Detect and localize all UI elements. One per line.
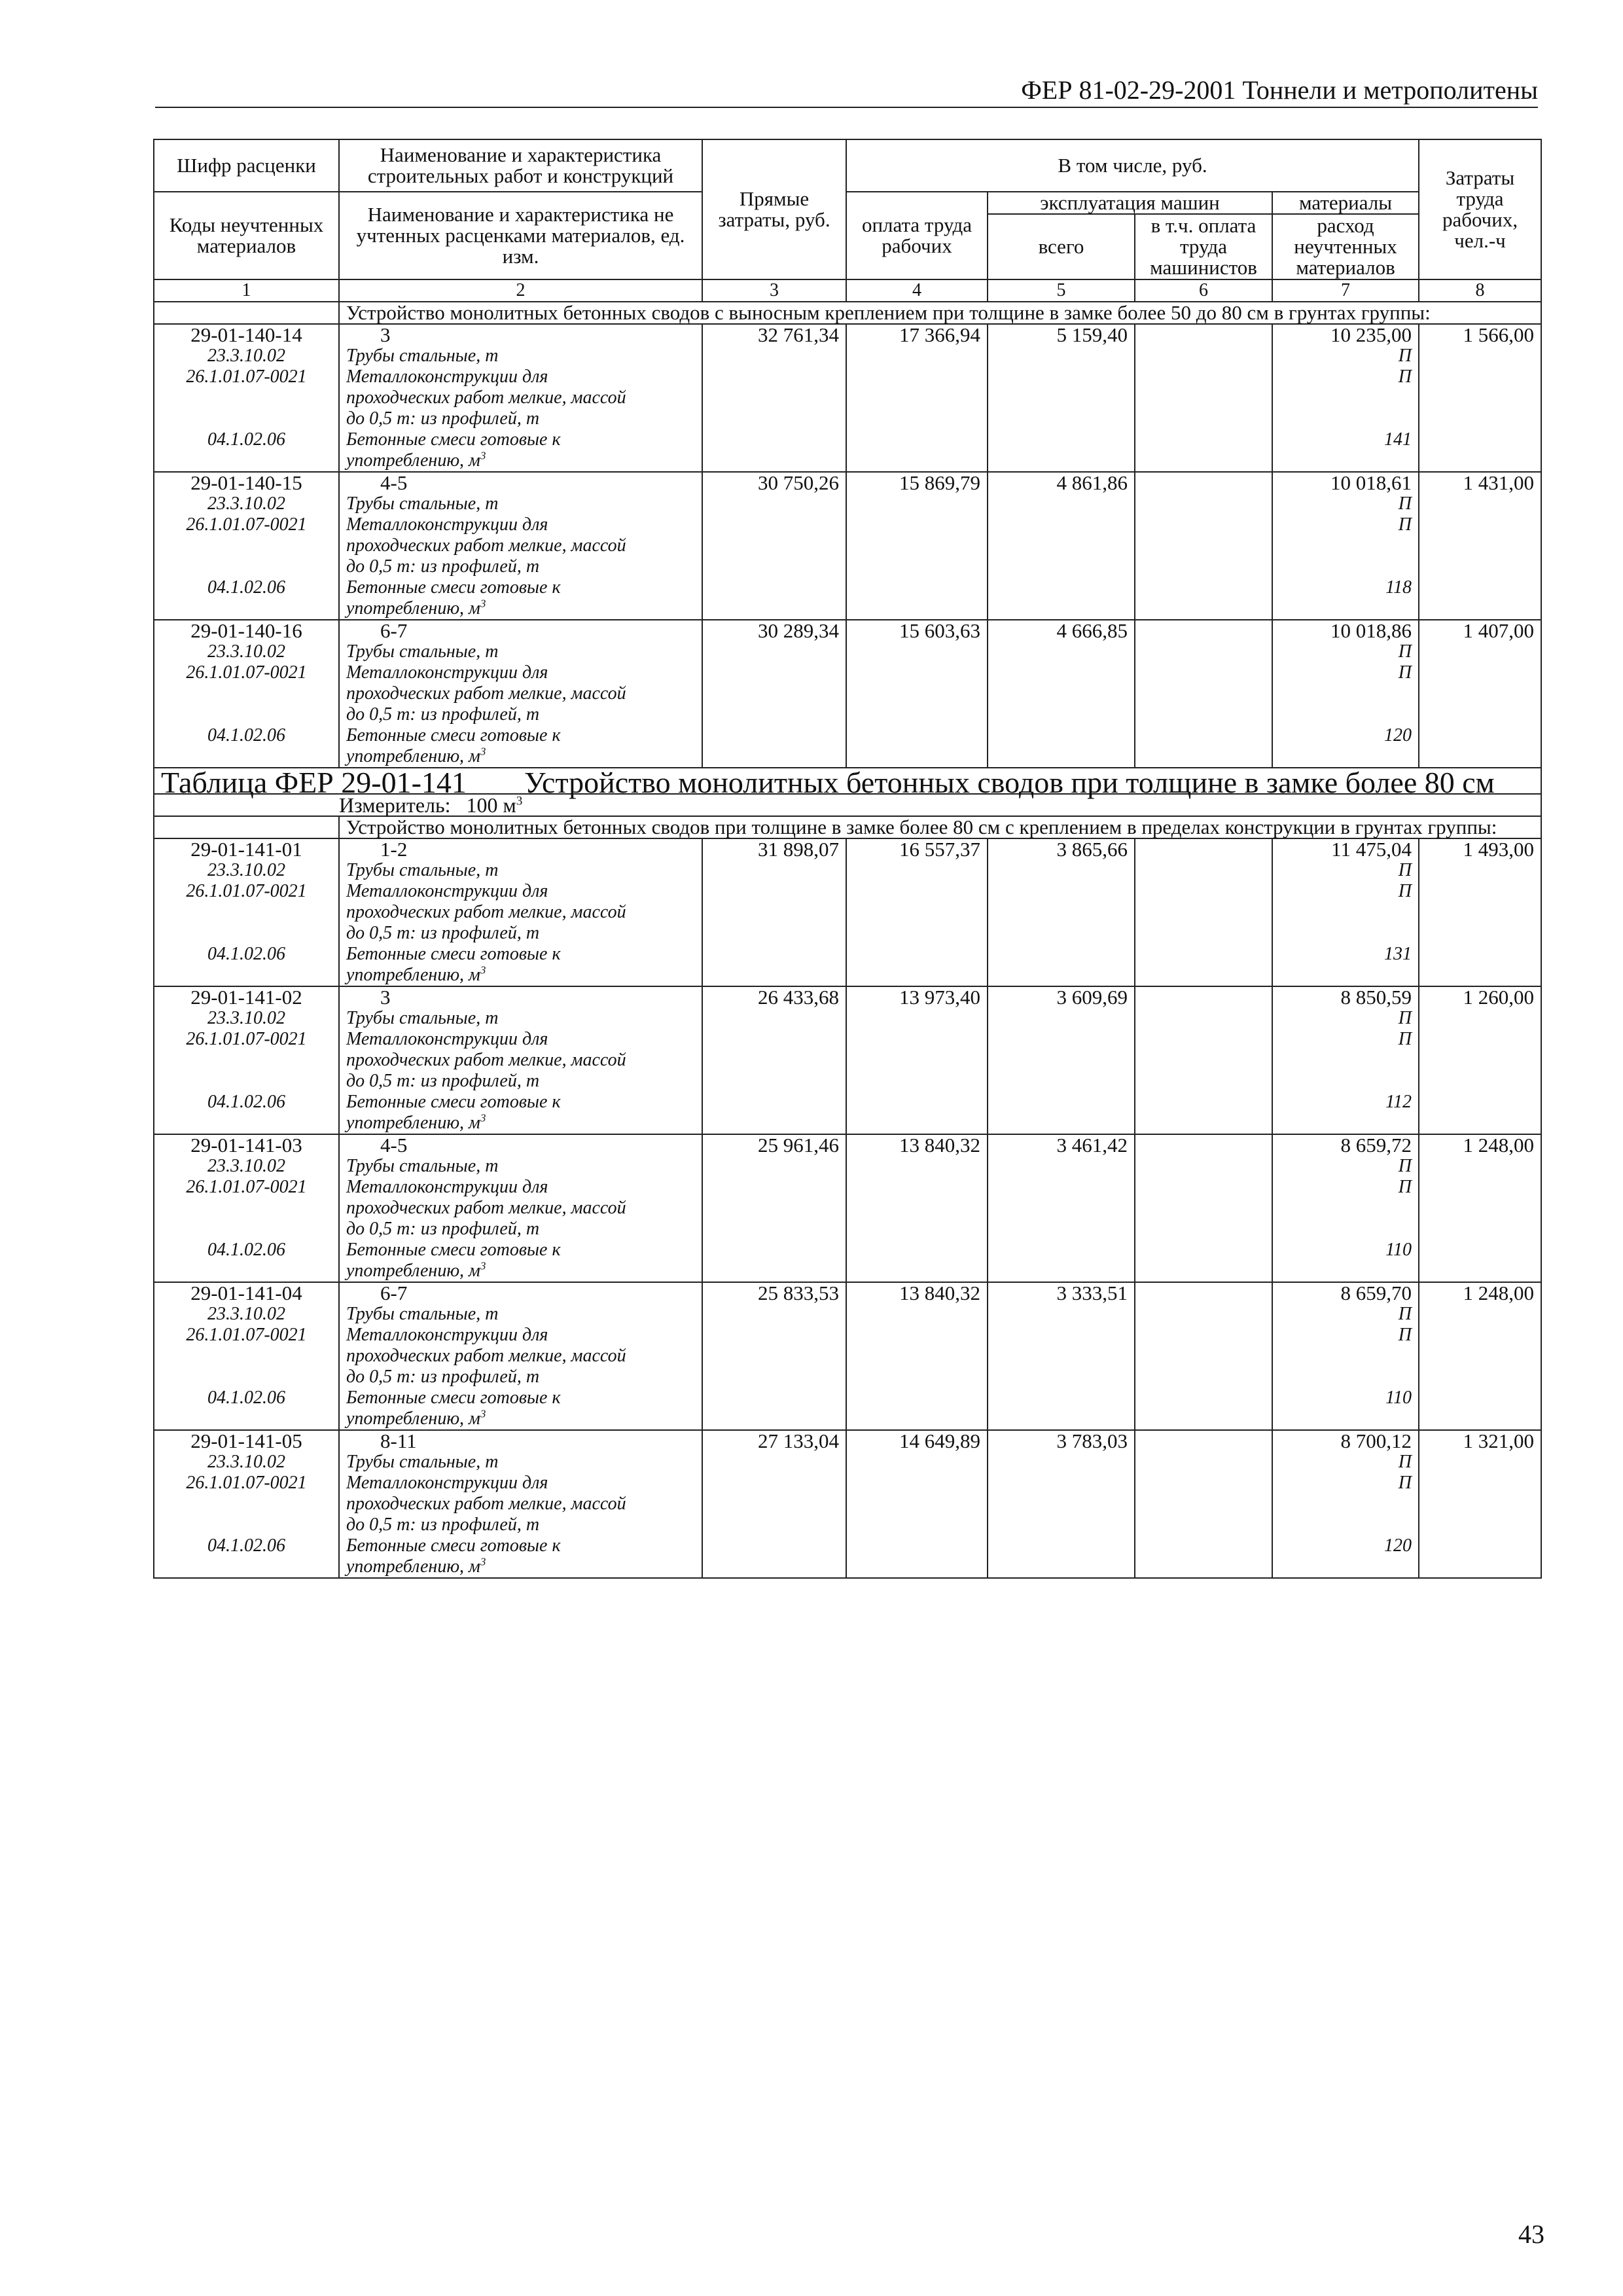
material-name: проходческих работ мелкие, массой bbox=[346, 1346, 626, 1366]
material-code: 23.3.10.02 bbox=[207, 1304, 285, 1324]
spacer bbox=[1279, 1515, 1412, 1535]
spacer bbox=[1279, 683, 1412, 704]
material-code: 04.1.02.06 bbox=[207, 1388, 285, 1408]
direct-cost: 30 289,34 bbox=[702, 620, 846, 768]
material-name: до 0,5 т: из профилей, т bbox=[346, 408, 540, 429]
col-mat-names-header: Наименование и характеристика не учтенных расценками материалов, ед. изм. bbox=[339, 192, 702, 279]
material-qty: П bbox=[1398, 367, 1412, 387]
material-code: 04.1.02.06 bbox=[207, 725, 285, 745]
material-name: проходческих работ мелкие, массой bbox=[346, 1050, 626, 1070]
material-name: Металлоконструкции для bbox=[346, 1029, 548, 1049]
material-name: Металлоконструкции для bbox=[346, 881, 548, 901]
machine-cost: 4 861,86 bbox=[988, 472, 1135, 620]
rate-code: 29-01-140-16 bbox=[190, 619, 302, 642]
spacer bbox=[1279, 387, 1412, 408]
spacer bbox=[161, 704, 332, 725]
col-mat-codes-header: Коды неучтенных материалов bbox=[154, 192, 339, 279]
material-code: 26.1.01.07-0021 bbox=[186, 1325, 307, 1345]
materials-header: материалы bbox=[1272, 192, 1419, 214]
spacer bbox=[161, 1515, 332, 1535]
material-name: Бетонные смеси готовые к bbox=[346, 1535, 561, 1556]
material-name: употреблению, $м^3$ bbox=[346, 449, 486, 471]
labor-cost: 15 603,63 bbox=[846, 620, 988, 768]
table-title-body bbox=[154, 768, 1541, 816]
name-cell bbox=[339, 472, 702, 620]
materials-cost: 10 018,61 bbox=[1330, 471, 1412, 494]
code-cell bbox=[154, 1282, 339, 1430]
material-code: 23.3.10.02 bbox=[207, 641, 285, 662]
material-qty: 112 bbox=[1385, 1092, 1412, 1112]
material-code: 26.1.01.07-0021 bbox=[186, 1029, 307, 1049]
labor-hours: 1 431,00 bbox=[1419, 472, 1541, 620]
name-cell bbox=[339, 324, 702, 472]
col-number: 8 bbox=[1419, 279, 1541, 302]
material-name: Бетонные смеси готовые к bbox=[346, 1388, 561, 1408]
incl-header: В том числе, руб. bbox=[846, 139, 1419, 192]
spacer bbox=[161, 1219, 332, 1240]
materials-cell bbox=[1272, 1282, 1419, 1430]
spacer bbox=[1279, 1071, 1412, 1092]
material-name: употреблению, $м^3$ bbox=[346, 963, 486, 985]
col-direct-header: Прямые затраты, руб. bbox=[702, 139, 846, 279]
material-qty: П bbox=[1398, 1029, 1412, 1049]
table-row bbox=[154, 1134, 1541, 1282]
code-cell bbox=[154, 986, 339, 1134]
name-cell bbox=[339, 1282, 702, 1430]
materials-cost: 8 700,12 bbox=[1340, 1429, 1412, 1452]
machine-cost: 3 333,51 bbox=[988, 1282, 1135, 1430]
col-labor-header: оплата труда рабочих bbox=[846, 192, 988, 279]
price-table bbox=[153, 139, 1542, 1579]
code-cell bbox=[154, 1134, 339, 1282]
col-operators-header: в т.ч. оплата труда машинистов bbox=[1135, 214, 1272, 279]
labor-cost: 13 840,32 bbox=[846, 1134, 988, 1282]
material-code: 04.1.02.06 bbox=[207, 944, 285, 964]
material-code: 04.1.02.06 bbox=[207, 1535, 285, 1556]
material-name: Трубы стальные, т bbox=[346, 346, 499, 366]
material-qty: П bbox=[1398, 1156, 1412, 1176]
rate-code: 29-01-140-14 bbox=[190, 323, 302, 346]
spacer bbox=[161, 1050, 332, 1071]
machine-cost: 5 159,40 bbox=[988, 324, 1135, 472]
material-name: Металлоконструкции для bbox=[346, 1473, 548, 1493]
material-name: до 0,5 т: из профилей, т bbox=[346, 556, 540, 577]
material-code: 26.1.01.07-0021 bbox=[186, 514, 307, 535]
operator-cost bbox=[1135, 620, 1272, 768]
material-qty: П bbox=[1398, 662, 1412, 683]
table-row bbox=[154, 986, 1541, 1134]
rate-code: 29-01-141-02 bbox=[190, 986, 302, 1009]
material-name: Трубы стальные, т bbox=[346, 641, 499, 662]
spacer bbox=[1279, 1198, 1412, 1219]
table-id: Таблица ФЕР 29-01-141 bbox=[161, 766, 467, 799]
meter-value: 100 м bbox=[466, 793, 516, 817]
material-code: 23.3.10.02 bbox=[207, 1008, 285, 1028]
col-name-header: Наименование и характеристика строительных работ и конструкций bbox=[339, 139, 702, 192]
col-code-header: Шифр расценки bbox=[154, 139, 339, 192]
col-materials-header: расход неучтенных материалов bbox=[1272, 214, 1419, 279]
spacer bbox=[1279, 1050, 1412, 1071]
material-name: проходческих работ мелкие, массой bbox=[346, 1198, 626, 1218]
operator-cost bbox=[1135, 472, 1272, 620]
spacer bbox=[161, 408, 332, 429]
machine-cost: 3 461,42 bbox=[988, 1134, 1135, 1282]
page-number: 43 bbox=[1518, 2219, 1544, 2249]
direct-cost: 30 750,26 bbox=[702, 472, 846, 620]
material-name: проходческих работ мелкие, массой bbox=[346, 535, 626, 556]
material-qty: 120 bbox=[1384, 725, 1412, 745]
material-code: 26.1.01.07-0021 bbox=[186, 367, 307, 387]
labor-hours: 1 248,00 bbox=[1419, 1134, 1541, 1282]
material-name: Трубы стальные, т bbox=[346, 1304, 499, 1324]
labor-hours: 1 248,00 bbox=[1419, 1282, 1541, 1430]
material-qty: П bbox=[1398, 1452, 1412, 1472]
material-code: 23.3.10.02 bbox=[207, 493, 285, 514]
soil-group: 4-5 bbox=[380, 471, 408, 494]
machine-cost: 3 783,03 bbox=[988, 1430, 1135, 1578]
material-qty: П bbox=[1398, 881, 1412, 901]
operator-cost bbox=[1135, 838, 1272, 986]
spacer bbox=[161, 1198, 332, 1219]
material-qty: П bbox=[1398, 1008, 1412, 1028]
material-name: Металлоконструкции для bbox=[346, 1325, 548, 1345]
material-name: проходческих работ мелкие, массой bbox=[346, 902, 626, 922]
rate-code: 29-01-141-05 bbox=[190, 1429, 302, 1452]
material-name: Бетонные смеси готовые к bbox=[346, 1240, 561, 1260]
table-title bbox=[154, 766, 1541, 799]
spacer bbox=[161, 535, 332, 556]
meter-label: Измеритель: bbox=[339, 793, 451, 817]
spacer bbox=[161, 923, 332, 944]
direct-cost: 27 133,04 bbox=[702, 1430, 846, 1578]
labor-cost: 14 649,89 bbox=[846, 1430, 988, 1578]
operator-cost bbox=[1135, 324, 1272, 472]
labor-hours: 1 260,00 bbox=[1419, 986, 1541, 1134]
code-cell bbox=[154, 324, 339, 472]
machine-cost: 3 609,69 bbox=[988, 986, 1135, 1134]
material-name: Металлоконструкции для bbox=[346, 367, 548, 387]
materials-cell bbox=[1272, 986, 1419, 1134]
table-row bbox=[154, 620, 1541, 768]
col-number: 6 bbox=[1135, 279, 1272, 302]
spacer bbox=[161, 683, 332, 704]
col-number: 4 bbox=[846, 279, 988, 302]
materials-cost: 10 018,86 bbox=[1330, 619, 1412, 642]
material-qty: 110 bbox=[1385, 1240, 1412, 1260]
col-hours-header: Затраты труда рабочих, чел.-ч bbox=[1419, 139, 1541, 279]
operator-cost bbox=[1135, 1282, 1272, 1430]
section-heading: Устройство монолитных бетонных сводов при толщине в замке более 80 см с креплением в пределах конструкции в грунтах группы: bbox=[339, 816, 1541, 838]
spacer bbox=[1279, 408, 1412, 429]
material-code: 23.3.10.02 bbox=[207, 860, 285, 880]
direct-cost: 32 761,34 bbox=[702, 324, 846, 472]
material-name: употреблению, $м^3$ bbox=[346, 597, 486, 619]
running-header: ФЕР 81-02-29-2001 Тоннели и метрополитены bbox=[155, 77, 1538, 108]
section-heading: Устройство монолитных бетонных сводов с выносным креплением при толщине в замке более 50 до 80 см в грунтах группы: bbox=[339, 302, 1541, 324]
materials-cell bbox=[1272, 472, 1419, 620]
direct-cost: 31 898,07 bbox=[702, 838, 846, 986]
spacer bbox=[1279, 704, 1412, 725]
name-cell bbox=[339, 986, 702, 1134]
spacer bbox=[161, 1494, 332, 1515]
material-code: 04.1.02.06 bbox=[207, 577, 285, 598]
soil-group: 3 bbox=[380, 323, 391, 346]
labor-cost: 16 557,37 bbox=[846, 838, 988, 986]
material-name: до 0,5 т: из профилей, т bbox=[346, 923, 540, 943]
col-number: 3 bbox=[702, 279, 846, 302]
name-cell bbox=[339, 1430, 702, 1578]
spacer bbox=[161, 556, 332, 577]
col-number: 5 bbox=[988, 279, 1135, 302]
spacer bbox=[1279, 1367, 1412, 1388]
spacer bbox=[1279, 902, 1412, 923]
material-name: Металлоконструкции для bbox=[346, 514, 548, 535]
machine-cost: 4 666,85 bbox=[988, 620, 1135, 768]
material-qty: П bbox=[1398, 346, 1412, 366]
spacer bbox=[1279, 923, 1412, 944]
labor-hours: 1 321,00 bbox=[1419, 1430, 1541, 1578]
material-name: до 0,5 т: из профилей, т bbox=[346, 1219, 540, 1239]
material-name: Бетонные смеси готовые к bbox=[346, 725, 561, 745]
soil-group: 4-5 bbox=[380, 1134, 408, 1157]
material-name: до 0,5 т: из профилей, т bbox=[346, 1515, 540, 1535]
material-qty: 131 bbox=[1384, 944, 1412, 964]
material-name: употреблению, $м^3$ bbox=[346, 1407, 486, 1429]
material-qty: П bbox=[1398, 860, 1412, 880]
labor-cost: 13 973,40 bbox=[846, 986, 988, 1134]
spacer bbox=[1279, 1219, 1412, 1240]
operator-cost bbox=[1135, 986, 1272, 1134]
materials-cost: 11 475,04 bbox=[1331, 838, 1412, 861]
spacer bbox=[161, 1346, 332, 1367]
name-cell bbox=[339, 620, 702, 768]
material-code: 23.3.10.02 bbox=[207, 1156, 285, 1176]
labor-hours: 1 566,00 bbox=[1419, 324, 1541, 472]
table-row bbox=[154, 1430, 1541, 1578]
labor-cost: 13 840,32 bbox=[846, 1282, 988, 1430]
spacer bbox=[161, 1367, 332, 1388]
material-name: употреблению, $м^3$ bbox=[346, 1555, 486, 1577]
labor-cost: 17 366,94 bbox=[846, 324, 988, 472]
material-code: 04.1.02.06 bbox=[207, 429, 285, 450]
material-name: до 0,5 т: из профилей, т bbox=[346, 1071, 540, 1091]
material-code: 26.1.01.07-0021 bbox=[186, 1177, 307, 1197]
table-title-text: Устройство монолитных бетонных сводов при толщине в замке более 80 см bbox=[524, 766, 1495, 799]
material-code: 26.1.01.07-0021 bbox=[186, 662, 307, 683]
operator-cost bbox=[1135, 1430, 1272, 1578]
spacer bbox=[1279, 535, 1412, 556]
soil-group: 6-7 bbox=[380, 1282, 408, 1304]
table-row bbox=[154, 1282, 1541, 1430]
labor-hours: 1 407,00 bbox=[1419, 620, 1541, 768]
material-name: до 0,5 т: из профилей, т bbox=[346, 1367, 540, 1387]
materials-cell bbox=[1272, 1430, 1419, 1578]
material-name: Бетонные смеси готовые к bbox=[346, 577, 561, 598]
material-name: Бетонные смеси готовые к bbox=[346, 429, 561, 450]
material-qty: 110 bbox=[1385, 1388, 1412, 1408]
soil-group: 8-11 bbox=[380, 1429, 417, 1452]
direct-cost: 25 833,53 bbox=[702, 1282, 846, 1430]
material-code: 04.1.02.06 bbox=[207, 1240, 285, 1260]
material-name: проходческих работ мелкие, массой bbox=[346, 1494, 626, 1514]
table-row bbox=[154, 838, 1541, 986]
spacer bbox=[1279, 1494, 1412, 1515]
materials-cost: 8 659,70 bbox=[1340, 1282, 1412, 1304]
material-name: Трубы стальные, т bbox=[346, 860, 499, 880]
col-number: 7 bbox=[1272, 279, 1419, 302]
machine-cost: 3 865,66 bbox=[988, 838, 1135, 986]
code-cell bbox=[154, 1430, 339, 1578]
material-code: 04.1.02.06 bbox=[207, 1092, 285, 1112]
material-qty: П bbox=[1398, 1473, 1412, 1493]
material-code: 23.3.10.02 bbox=[207, 1452, 285, 1472]
material-qty: П bbox=[1398, 514, 1412, 535]
table-row bbox=[154, 472, 1541, 620]
soil-group: 3 bbox=[380, 986, 391, 1009]
material-name: Бетонные смеси готовые к bbox=[346, 944, 561, 964]
materials-cost: 8 850,59 bbox=[1340, 986, 1412, 1009]
material-code: 26.1.01.07-0021 bbox=[186, 881, 307, 901]
material-qty: П bbox=[1398, 493, 1412, 514]
col-number: 1 bbox=[154, 279, 339, 302]
material-name: Металлоконструкции для bbox=[346, 662, 548, 683]
material-name: Металлоконструкции для bbox=[346, 1177, 548, 1197]
materials-cell bbox=[1272, 838, 1419, 986]
section-heading-row bbox=[154, 302, 1541, 324]
material-qty: П bbox=[1398, 1325, 1412, 1345]
section-a-body bbox=[154, 302, 1541, 768]
material-name: проходческих работ мелкие, массой bbox=[346, 387, 626, 408]
col-machines-header: всего bbox=[988, 214, 1135, 279]
material-name: Трубы стальные, т bbox=[346, 1008, 499, 1028]
meter-row: Измеритель: 100 $м^3$ bbox=[154, 794, 1541, 816]
spacer bbox=[161, 1071, 332, 1092]
machines-header: эксплуатация машин bbox=[988, 192, 1272, 214]
labor-hours: 1 493,00 bbox=[1419, 838, 1541, 986]
name-cell bbox=[339, 1134, 702, 1282]
column-numbers-row bbox=[154, 279, 1541, 302]
materials-cell bbox=[1272, 324, 1419, 472]
rate-code: 29-01-141-01 bbox=[190, 838, 302, 861]
soil-group: 1-2 bbox=[380, 838, 408, 861]
rate-code: 29-01-140-15 bbox=[190, 471, 302, 494]
code-cell bbox=[154, 838, 339, 986]
direct-cost: 26 433,68 bbox=[702, 986, 846, 1134]
spacer bbox=[1279, 556, 1412, 577]
col-number: 2 bbox=[339, 279, 702, 302]
material-qty: П bbox=[1398, 641, 1412, 662]
spacer bbox=[161, 387, 332, 408]
table-row bbox=[154, 324, 1541, 472]
material-code: 26.1.01.07-0021 bbox=[186, 1473, 307, 1493]
material-qty: 120 bbox=[1384, 1535, 1412, 1556]
name-cell bbox=[339, 838, 702, 986]
section-b-body bbox=[154, 816, 1541, 1578]
operator-cost bbox=[1135, 1134, 1272, 1282]
rate-code: 29-01-141-04 bbox=[190, 1282, 302, 1304]
material-qty: 141 bbox=[1384, 429, 1412, 450]
rate-code: 29-01-141-03 bbox=[190, 1134, 302, 1157]
material-name: до 0,5 т: из профилей, т bbox=[346, 704, 540, 725]
material-name: Трубы стальные, т bbox=[346, 1156, 499, 1176]
material-qty: П bbox=[1398, 1177, 1412, 1197]
spacer bbox=[1279, 1346, 1412, 1367]
section-heading-row bbox=[154, 816, 1541, 838]
material-name: употреблению, $м^3$ bbox=[346, 1111, 486, 1133]
material-name: Бетонные смеси готовые к bbox=[346, 1092, 561, 1112]
material-qty: П bbox=[1398, 1304, 1412, 1324]
material-name: проходческих работ мелкие, массой bbox=[346, 683, 626, 704]
material-name: употреблению, $м^3$ bbox=[346, 1259, 486, 1281]
code-cell bbox=[154, 620, 339, 768]
labor-cost: 15 869,79 bbox=[846, 472, 988, 620]
material-name: Трубы стальные, т bbox=[346, 1452, 499, 1472]
materials-cell bbox=[1272, 620, 1419, 768]
materials-cost: 8 659,72 bbox=[1340, 1134, 1412, 1157]
soil-group: 6-7 bbox=[380, 619, 408, 642]
code-cell bbox=[154, 472, 339, 620]
direct-cost: 25 961,46 bbox=[702, 1134, 846, 1282]
materials-cost: 10 235,00 bbox=[1330, 323, 1412, 346]
material-name: Трубы стальные, т bbox=[346, 493, 499, 514]
material-code: 23.3.10.02 bbox=[207, 346, 285, 366]
spacer bbox=[161, 902, 332, 923]
material-name: употреблению, $м^3$ bbox=[346, 745, 486, 766]
material-qty: 118 bbox=[1385, 577, 1412, 598]
materials-cell bbox=[1272, 1134, 1419, 1282]
